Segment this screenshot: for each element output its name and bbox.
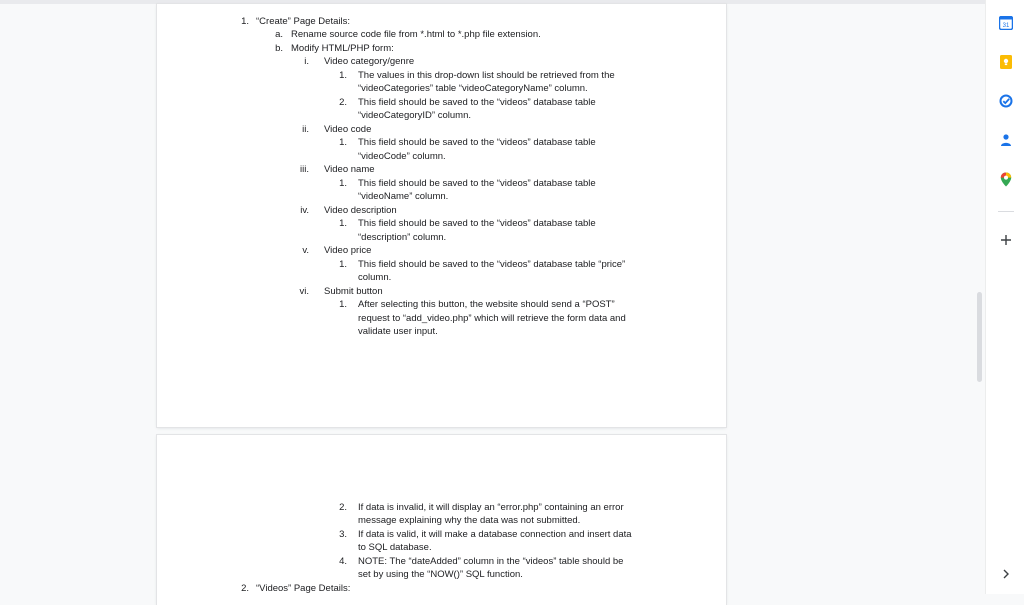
calendar-icon[interactable] [998, 15, 1014, 31]
sub-item-text: to SQL database. [358, 542, 432, 553]
sub-item-text: This field should be saved to the “videos” database table [358, 137, 596, 148]
sub-item-text: request to “add_video.php” which will retrieve the form data and [358, 313, 626, 324]
list-item-text: Modify HTML/PHP form: [291, 43, 394, 54]
sidebar-divider [998, 211, 1014, 212]
roman-numeral: iii. [300, 164, 309, 175]
tasks-icon[interactable] [998, 93, 1014, 109]
roman-numeral: iv. [300, 205, 309, 216]
sub-item-text: This field should be saved to the “videos” database table “price” [358, 259, 626, 270]
sub-number: 1. [339, 137, 347, 148]
sub-item-text: message explaining why the data was not submitted. [358, 515, 581, 526]
sub-item-text: The values in this drop-down list should be retrieved from the [358, 70, 615, 81]
add-icon[interactable] [998, 232, 1014, 248]
sub-number: 1. [339, 218, 347, 229]
calendar-day: 31 [1002, 23, 1010, 29]
sub-number: 1. [339, 178, 347, 189]
document-canvas[interactable] [0, 4, 985, 594]
sub-item-text: “videoCategoryID” column. [358, 110, 471, 121]
list-letter: a. [275, 29, 283, 40]
document-page-2[interactable] [157, 435, 726, 605]
sub-item-text: This field should be saved to the “videos” database table [358, 97, 596, 108]
keep-icon[interactable] [998, 54, 1014, 70]
sub-item-text: validate user input. [358, 326, 438, 337]
sub-item-text: This field should be saved to the “videos” database table [358, 218, 596, 229]
sub-item-text: “videoName” column. [358, 191, 449, 202]
roman-numeral: v. [302, 245, 309, 256]
list-number: 2. [241, 583, 249, 594]
contacts-icon[interactable] [998, 132, 1014, 148]
sub-number: 2. [339, 97, 347, 108]
list-number: 1. [241, 16, 249, 27]
sub-number: 4. [339, 556, 347, 567]
field-label: Video code [324, 124, 372, 135]
sub-number: 3. [339, 529, 347, 540]
sub-item-text: After selecting this button, the website should send a “POST” [358, 299, 615, 310]
field-label: Video name [324, 164, 375, 175]
sub-number: 1. [339, 299, 347, 310]
roman-numeral: vi. [299, 286, 309, 297]
sub-item-text: This field should be saved to the “videos” database table [358, 178, 596, 189]
roman-numeral: i. [304, 56, 309, 67]
heading-videos-page: “Videos” Page Details: [256, 583, 351, 594]
sub-item-text: column. [358, 272, 392, 283]
field-label: Video category/genre [324, 56, 415, 67]
list-item-text: Rename source code file from *.html to *.php file extension. [291, 29, 541, 40]
field-label: Video description [324, 205, 397, 216]
sub-item-text: “description” column. [358, 232, 447, 243]
field-label: Submit button [324, 286, 383, 297]
roman-numeral: ii. [302, 124, 309, 135]
sub-item-text: “videoCategories” table “videoCategoryName” column. [358, 83, 588, 94]
sub-number: 2. [339, 502, 347, 513]
sub-number: 1. [339, 70, 347, 81]
sub-item-text: set by using the “NOW()” SQL function. [358, 569, 523, 580]
side-panel [985, 0, 1024, 594]
expand-icon[interactable] [998, 566, 1014, 582]
sub-item-text: If data is valid, it will make a database connection and insert data [358, 529, 632, 540]
vertical-scrollbar-thumb[interactable] [977, 292, 982, 382]
sub-item-text: If data is invalid, it will display an “error.php” containing an error [358, 502, 624, 513]
maps-icon[interactable] [998, 171, 1014, 187]
heading-create-page: “Create” Page Details: [256, 16, 350, 27]
sub-item-text: NOTE: The “dateAdded” column in the “videos” table should be [358, 556, 624, 567]
list-letter: b. [275, 43, 283, 54]
sub-number: 1. [339, 259, 347, 270]
field-label: Video price [324, 245, 372, 256]
document-page-1[interactable] [157, 4, 726, 427]
sub-item-text: “videoCode” column. [358, 151, 446, 162]
